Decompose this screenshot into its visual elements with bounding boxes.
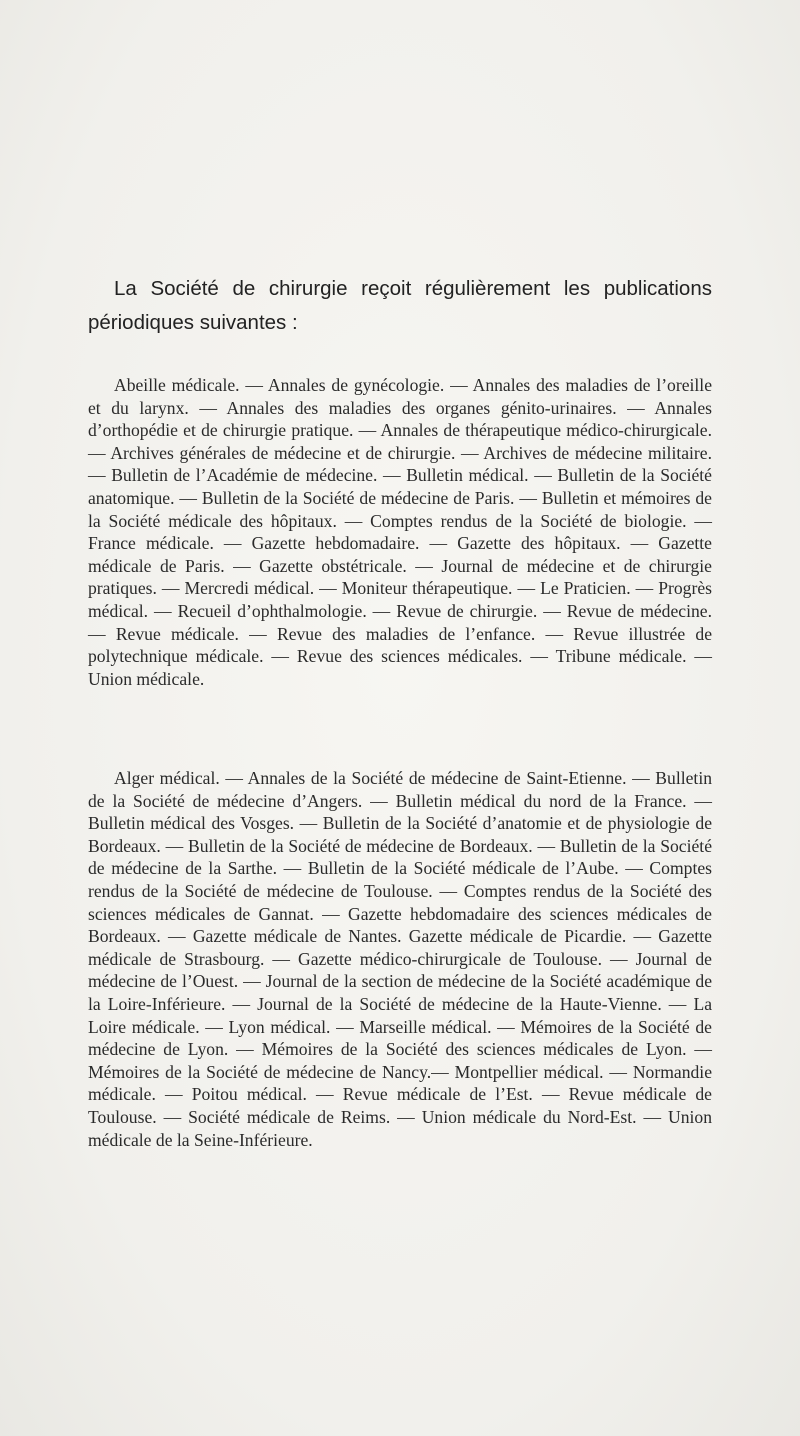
paris-periodicals-paragraph: Abeille médicale. — Annales de gynécologie. — Annales des maladies de l’oreille et du larynx. — Annales des maladies des organes génito-urinaires. — Annales d’orthopédie et de chirurgie pratique. — Annales de thérapeutique médico-chirurgicale. — Archives générales de médecine et de chirurgie. — Archives de médecine militaire. — Bulletin de l’Académie de médecine. — Bulletin médical. — Bulletin de la Société anatomique. — Bulletin de la Société de médecine de Paris. — Bulletin et mémoires de la Société médicale des hôpitaux. — Comptes rendus de la Société de biologie. — France médicale. — Gazette hebdomadaire. — Gazette des hôpitaux. — Gazette médicale de Paris. — Gazette obstétricale. — Journal de médecine et de chirurgie pratiques. — Mercredi médical. — Moniteur thérapeutique. — Le Praticien. — Progrès médical. — Recueil d’ophthalmologie. — Revue de chirurgie. — Revue de médecine. — Revue médicale. — Revue des maladies de l’enfance. — Revue illustrée de polytechnique médicale. — Revue des sciences médicales. — Tribune médicale. — Union médicale.	[88, 375, 712, 689]
intro-paragraph: La Société de chirurgie reçoit régulièrement les publications périodiques suivantes :	[88, 277, 712, 334]
provincial-periodicals-paragraph: Alger médical. — Annales de la Société de médecine de Saint-Etienne. — Bulletin de la Société de médecine d’Angers. — Bulletin médical du nord de la France. — Bulletin médical des Vosges. — Bulletin de la Société d’anatomie et de physiologie de Bordeaux. — Bulletin de la Société de médecine de Bordeaux. — Bulletin de la Société de médecine de la Sarthe. — Bulletin de la Société médicale de l’Aube. — Comptes rendus de la Société de médecine de Toulouse. — Comptes rendus de la Société des sciences médicales de Gannat. — Gazette hebdomadaire des sciences médicales de Bordeaux. — Gazette médicale de Nantes. Gazette médicale de Picardie. — Gazette médicale de Strasbourg. — Gazette médico-chirurgicale de Toulouse. — Journal de médecine de l’Ouest. — Journal de la section de médecine de la Société académique de la Loire-Inférieure. — Journal de la Société de médecine de la Haute-Vienne. — La Loire médicale. — Lyon médical. — Marseille médical. — Mémoires de la Société de médecine de Lyon. — Mémoires de la Société des sciences médicales de Lyon. — Mémoires de la Société de médecine de Nancy.— Montpellier médical. — Normandie médicale. — Poitou médical. — Revue médicale de l’Est. — Revue médicale de Toulouse. — Société médicale de Reims. — Union médicale du Nord-Est. — Union médicale de la Seine-Inférieure.	[88, 768, 712, 1150]
